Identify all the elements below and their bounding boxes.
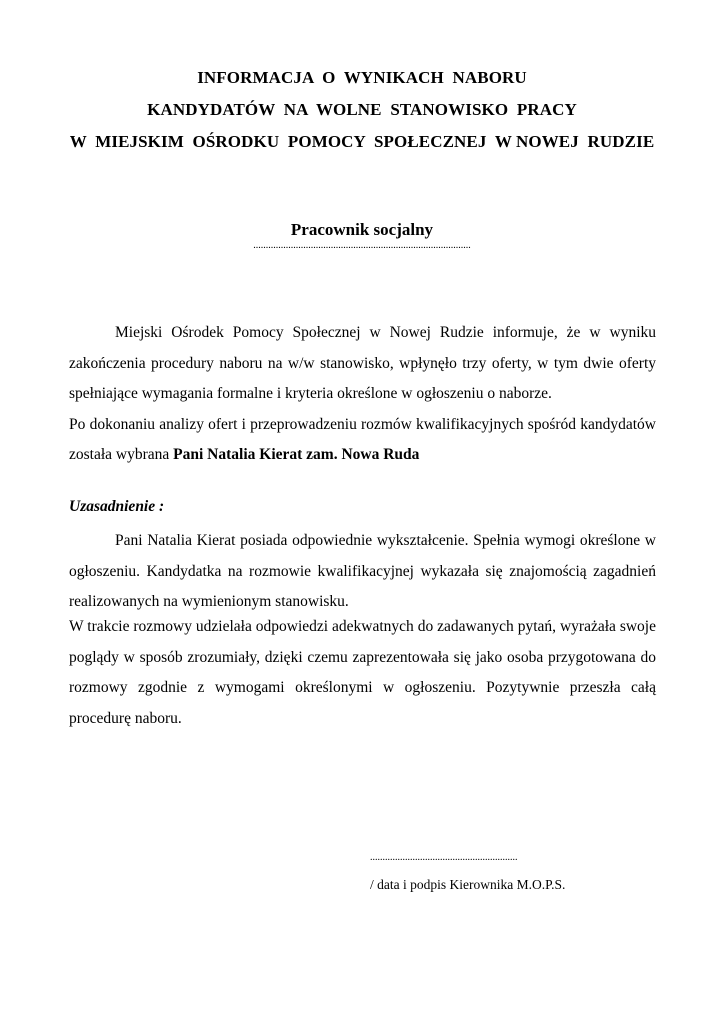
justification-paragraph-2: W trakcie rozmowy udzielała odpowiedzi adekwatnych do zadawanych pytań, wyrażała swoje poglądy w sposób zrozumiały, dzięki czemu zaprezentowała się jako osoba przygotowana do rozmowy zgodnie z wymogami określonymi w ogłoszeniu. Pozytywnie przeszła całą procedurę naboru. (69, 618, 656, 727)
analysis-text: Po dokonaniu analizy ofert i przeprowadzeniu rozmów kwalifikacyjnych spośród kandydatów została wybrana (69, 415, 656, 463)
justification-paragraph-1: Pani Natalia Kierat posiada odpowiednie wykształcenie. Spełnia wymogi określone w ogłoszeniu. Kandydatka na rozmowie kwalifikacyjnej wykazała się znajomością zagadnień realizowanych na wymienionym stanowisku. (69, 532, 656, 610)
analysis-sentence (69, 410, 656, 471)
justification-label: Uzasadnienie : (69, 498, 165, 515)
position-dotted-line: ....................................................................................... (253, 240, 471, 251)
intro-text: Miejski Ośrodek Pomocy Społecznej w Nowej Rudzie informuje, że w wyniku zakończenia procedury naboru na w/w stanowisko, wpłynęło trzy oferty, w tym dwie oferty spełniające wymagania formalne i kryteria określone w ogłoszeniu o naborze. (69, 324, 656, 402)
position-title: Pracownik socjalny (290, 220, 434, 239)
signature-label: / data i podpis Kierownika M.O.P.S. (370, 877, 566, 892)
signature-dotted-line: ........................................................... (370, 852, 518, 863)
selected-candidate: Pani Natalia Kierat zam. Nowa Ruda (173, 446, 420, 463)
document-heading-line-1: INFORMACJA O WYNIKACH NABORU (197, 68, 527, 87)
intro-paragraph (69, 318, 656, 471)
document-heading-line-2: KANDYDATÓW NA WOLNE STANOWISKO PRACY (147, 100, 577, 119)
document-heading-line-3: W MIEJSKIM OŚRODKU POMOCY SPOŁECZNEJ W NOWEJ RUDZIE (69, 132, 655, 151)
